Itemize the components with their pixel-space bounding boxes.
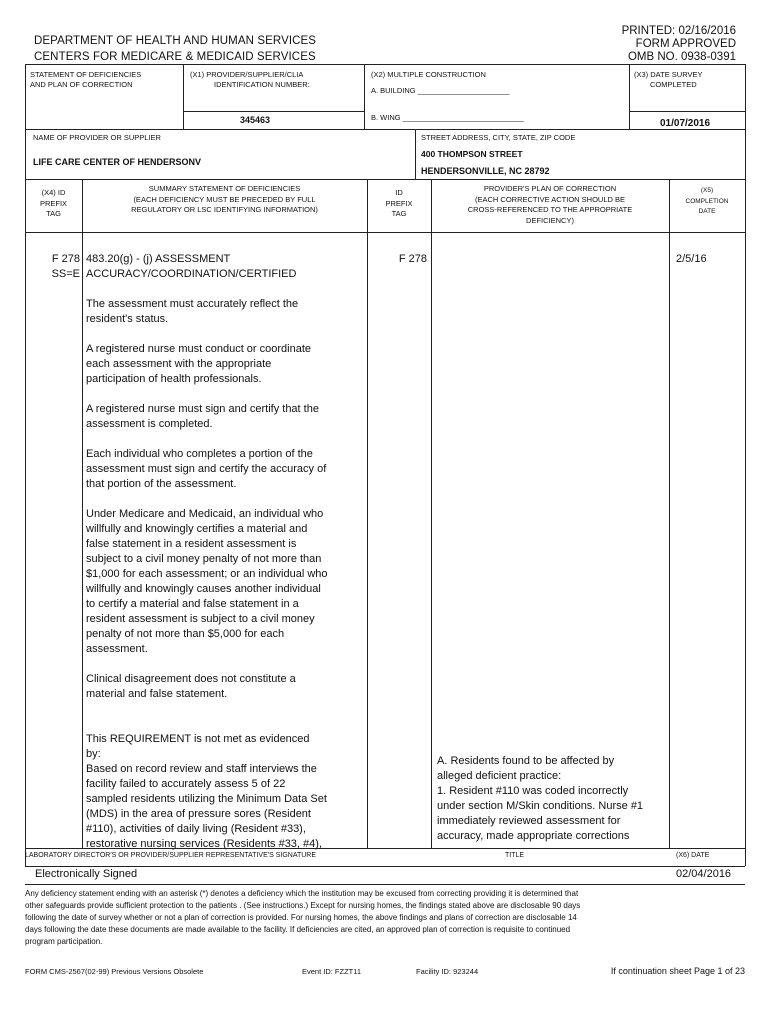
divider [415,129,416,179]
regulation-paragraph: The assessment must accurately reflect the resident's status. [86,298,299,325]
building-field: A. BUILDING ______________________ [371,86,510,95]
divider [25,866,745,867]
x5-header-line-1: (X5) [700,187,714,194]
x4-header [25,188,82,220]
x1-label [190,70,360,90]
signature-value: Electronically Signed [35,868,138,880]
provider-id-number: 345463 [240,115,271,125]
requirement-finding: This REQUIREMENT is not met as evidenced by: Based on record review and staff interviews the facility failed to accurately assess 5 of 22 sampled residents utilizing the Minimum Data Set (MDS) in the area of pressure sores (Resident #110), activities of daily living (Resident #33), restorative nursing services (Residents #33, #4), [86,733,327,850]
plan-header-line-2: (EACH CORRECTIVE ACTION SHOULD BE [474,194,626,204]
statement-label-line-1: STATEMENT OF DEFICIENCIES [30,70,142,79]
id-header-line-1: ID [395,188,403,197]
regulation-paragraph: Clinical disagreement does not constitute a material and false statement. [86,673,296,700]
title-label: TITLE [505,852,525,859]
plan-header-line-3: CROSS-REFERENCED TO THE APPROPRIATE [467,205,633,214]
divider [669,179,670,848]
x4-header-line-3: TAG [46,209,61,218]
form-approved-label: FORM APPROVED [635,38,736,50]
id-header-line-2: PREFIX [385,198,413,208]
summary-header-line-3: REGULATORY OR LSC IDENTIFYING INFORMATION) [131,205,318,214]
divider [25,232,745,233]
plan-header [431,184,669,226]
x4-header-line-1: (X4) ID [41,188,66,197]
prefix-tag-cell [25,252,80,282]
regulation-paragraph: A registered nurse must conduct or coordinate each assessment with the appropriate participation of health professionals. [86,343,312,385]
completion-date: 2/5/16 [676,253,707,265]
x3-label-line-2: COMPLETED [650,80,697,89]
summary-header [82,184,367,216]
regulation-paragraph: Each individual who completes a portion of the assessment must sign and certify the accuracy of that portion of the assessment. [86,448,327,490]
facility-id: Facility ID: 923244 [416,967,479,976]
form-number: FORM CMS-2567(02-99) Previous Versions Obsolete [25,967,204,976]
divider [25,64,745,65]
statement-label [30,70,141,90]
department-title [34,33,316,65]
divider [183,64,184,129]
street-address: 400 THOMPSON STREET [421,149,523,159]
provider-name-label: NAME OF PROVIDER OR SUPPLIER [33,133,161,142]
id-prefix-tag: F 278 [398,253,427,265]
divider [367,179,368,848]
x1-label-line-2: IDENTIFICATION NUMBER: [214,80,310,89]
divider [431,179,432,848]
id-header-line-3: TAG [391,209,407,218]
survey-completed-date: 01/07/2016 [660,118,711,129]
x4-header-line-2: PREFIX [39,198,68,208]
prefix-tag: F 278 [51,253,80,265]
divider [183,111,364,112]
divider [82,179,83,848]
disclaimer-text: Any deficiency statement ending with an asterisk (*) denotes a deficiency which the institution may be excused from correcting providing it is determined that other safeguards provide sufficient protection to the patients . (See instructions.) Except for nursing homes, the findings stated above are disclosable 90 days following the date of survey whether or not a plan of correction is provided. For nursing homes, the above findings and plans of correction are disclosable 14 days following the date these documents are made available to the facility. If deficiencies are cited, an approved plan of correction is requisite to continued program participation. [25,889,581,946]
department-line-2: CENTERS FOR MEDICARE & MEDICAID SERVICES [34,51,316,63]
summary-header-line-1: SUMMARY STATEMENT OF DEFICIENCIES [148,184,301,193]
x5-header-line-3: DATE [698,208,716,215]
plan-of-correction: A. Residents found to be affected by alleged deficient practice: 1. Resident #110 was coded incorrectly under section M/Skin conditions. Nurse #1 immediately reviewed assessment for accuracy, made appropriate corrections [437,755,644,842]
signature-label: LABORATORY DIRECTOR'S OR PROVIDER/SUPPLIER REPRESENTATIVE'S SIGNATURE [25,852,317,859]
department-line-1: DEPARTMENT OF HEALTH AND HUMAN SERVICES [34,35,317,47]
summary-statement [86,252,364,852]
omb-number: OMB NO. 0938-0391 [627,51,736,63]
divider [25,64,26,866]
divider [364,64,365,129]
address-label: STREET ADDRESS, CITY, STATE, ZIP CODE [421,133,576,142]
printed-date: PRINTED: 02/16/2016 [621,25,736,37]
event-id: Event ID: FZZT11 [302,967,362,976]
id-header [367,188,431,220]
city-state-zip: HENDERSONVILLE, NC 28792 [421,166,550,176]
divider [25,179,745,180]
divider [629,64,630,129]
divider [25,848,745,849]
x5-header [669,186,745,218]
provider-name: LIFE CARE CENTER OF HENDERSONV [33,157,202,167]
signature-date-label: (X6) DATE [676,852,710,859]
divider [25,129,745,130]
x5-header-line-2: COMPLETION [685,197,729,205]
x2-label: (X2) MULTIPLE CONSTRUCTION [371,70,486,79]
x1-label-line-1: (X1) PROVIDER/SUPPLIER/CLIA [190,70,304,79]
x3-label [634,70,742,90]
page-indicator: If continuation sheet Page 1 of 23 [610,966,745,976]
divider [745,64,746,866]
regulation-paragraph: Under Medicare and Medicaid, an individual who willfully and knowingly certifies a material and false statement in a resident assessment is subject to a civil money penalty of not more than $1,000 for each assessment; or an individual who willfully and knowingly causes another individual to certify a material and false statement in a resident assessment is subject to a civil money penalty of not more than $5,000 for each assessment. [86,508,328,655]
summary-header-line-2: (EACH DEFICIENCY MUST BE PRECEDED BY FULL [133,194,316,204]
scope-severity: SS=E [51,268,80,280]
signature-date: 02/04/2016 [676,868,732,880]
statement-label-line-2: AND PLAN OF CORRECTION [30,80,133,89]
plan-header-line-4: DEFICIENCY) [526,215,574,225]
regulation-title-line-1: 483.20(g) - (j) ASSESSMENT [86,253,231,265]
regulation-paragraph: A registered nurse must sign and certify that the assessment is completed. [86,403,319,430]
regulation-title-line-2: ACCURACY/COORDINATION/CERTIFIED [86,268,297,280]
wing-field: B. WING _____________________________ [371,113,524,122]
divider [629,111,745,112]
x3-label-line-1: (X3) DATE SURVEY [634,70,703,79]
plan-header-line-1: PROVIDER'S PLAN OF CORRECTION [483,184,617,193]
form-approval-block [622,25,736,64]
divider [25,884,745,885]
